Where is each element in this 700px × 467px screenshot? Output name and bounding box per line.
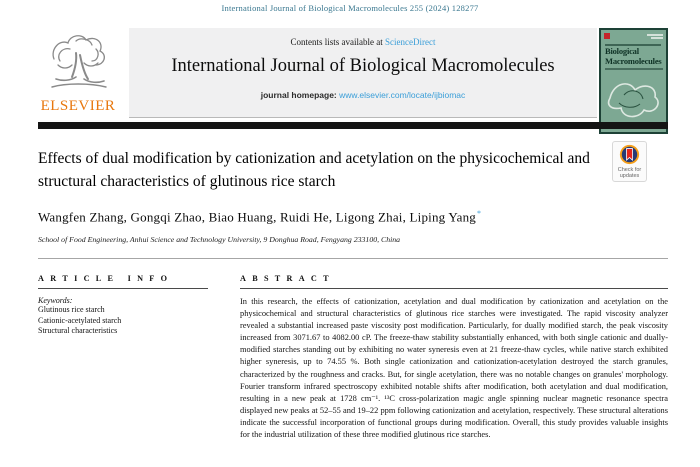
keyword-item: Glutinous rice starch	[38, 305, 105, 314]
crossmark-label-line2: updates	[619, 173, 640, 179]
author-names: Wangfen Zhang, Gongqi Zhao, Biao Huang, Ruidi He, Ligong Zhai, Liping Yang	[38, 209, 476, 225]
abstract-heading: A B S T R A C T	[240, 274, 332, 283]
cover-molecule-art	[604, 72, 664, 124]
sciencedirect-link[interactable]: ScienceDirect	[385, 37, 436, 47]
article-title: Effects of dual modification by cationization and acetylation on the physicochemical and structural characteristics of glutinous rice starch	[38, 150, 590, 190]
journal-citation-line: International Journal of Biological Macromolecules 255 (2024) 128277	[221, 3, 479, 13]
article-info-underline	[38, 288, 208, 289]
masthead-band	[129, 28, 597, 118]
journal-cover-thumbnail[interactable]	[599, 28, 668, 134]
elsevier-wordmark: ELSEVIER	[40, 98, 116, 114]
keyword-item: Cationic-acetylated starch	[38, 315, 122, 325]
homepage-link[interactable]: www.elsevier.com/locate/ijbiomac	[339, 90, 466, 100]
elsevier-tree-icon	[46, 29, 110, 97]
contents-list-text: Contents lists available at	[290, 37, 385, 47]
cover-title-line2: Macromolecules	[605, 55, 662, 66]
abstract-text: In this research, the effects of cationization, acetylation and dual modification by cationization and acetylation on the physicochemical and structural characteristics of glutinous rice starches were investigated. The rapid viscosity analyzer revealed a substantial increased paste viscosity post modification. Particularly, for dually modified starch, the peak viscosity increased from 3071.67 to 4082.00 cP. The freeze-thaw stability substantially enhanced, with both single cationic and dually-modified starches standing out by exhibiting no water syneresis even at 21 freeze-thaw cycles, while native starch exhibited higher syneresis, up to 74.55 %. Both single cationization and cationization-acetylation destroyed the starch granules, characterized by the roughness and cracks. But, for single acetylation, there was no notable changes on granules' morphology. Fourier transform infrared spectroscopy exhibited notable shifts after modification, both acetylation and dual modification, resulting in a new peak at 1728 cm⁻¹. ¹³C cross-polarization magic angle spinning nuclear magnetic resonance spectra displayed new peaks at 52–55 and 19–22 ppm following cationization and acetylation, respectively. These structural alterations indicate the successful incorporation of functional groups during modification. Overall, this study provides valuable insights for the industrial utilization of these three modified glutinous rice starches.	[240, 297, 668, 440]
crossmark-label	[618, 167, 642, 179]
cover-issue-line-decoration	[647, 34, 663, 36]
cover-issue-line-decoration-2	[651, 37, 663, 39]
corresponding-author-mark[interactable]: *	[477, 209, 482, 218]
contents-list-line	[129, 37, 597, 47]
elsevier-logo	[37, 29, 119, 119]
affiliation-line: School of Food Engineering, Anhui Science and Technology University, 9 Donghua Road, Fengyang 233100, China	[38, 235, 401, 244]
journal-homepage-line	[129, 90, 597, 100]
homepage-label: journal homepage:	[260, 90, 340, 100]
cover-publisher-mark	[604, 33, 610, 39]
keyword-item: Structural characteristics	[38, 326, 118, 335]
keywords-label: Keywords:	[38, 296, 73, 305]
article-info-heading: A R T I C L E I N F O	[38, 274, 170, 283]
abstract-section	[240, 274, 668, 441]
crossmark-label-line1: Check for	[617, 167, 642, 173]
cover-title	[605, 47, 662, 66]
crossmark-icon	[619, 144, 640, 165]
cover-editors-line-decoration	[605, 68, 663, 70]
check-for-updates-badge[interactable]	[612, 141, 647, 182]
author-list	[38, 209, 481, 225]
section-divider-rule	[38, 258, 668, 259]
masthead-divider-bar	[38, 122, 668, 129]
cover-title-line1: Biological	[605, 46, 639, 56]
journal-title: International Journal of Biological Macromolecules	[171, 56, 555, 76]
abstract-underline	[240, 288, 668, 289]
article-info-section	[38, 274, 226, 337]
